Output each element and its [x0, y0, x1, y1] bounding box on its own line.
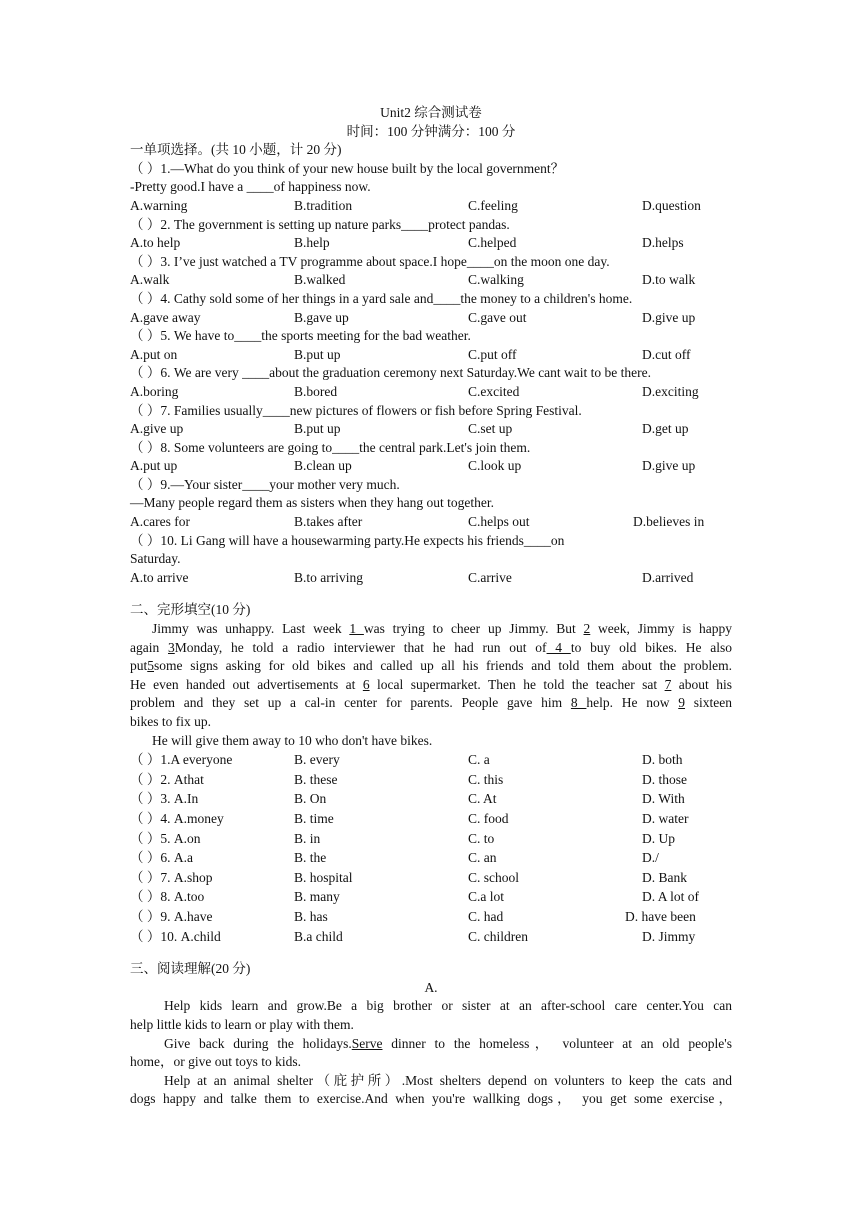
option-a: A.walk [130, 272, 170, 288]
cloze-question-row [130, 809, 732, 829]
cloze-option-c: C. had [468, 908, 504, 924]
option-c: C.feeling [468, 197, 518, 213]
cloze-option-b: B. these [294, 771, 338, 787]
blank-2: 2 [583, 621, 591, 637]
cloze-option-c: C. children [468, 928, 528, 944]
question-text: （ ）5. We have to____the sports meeting for the bad weather. [130, 328, 471, 344]
option-d: D.exciting [642, 383, 699, 399]
passage-line: He will give them away to 10 who don't have bikes. [152, 732, 433, 748]
cloze-question-row [130, 789, 732, 809]
cloze-option-b: B. has [294, 908, 328, 924]
cloze-option-b: B. many [294, 889, 340, 905]
cloze-question-row [130, 868, 732, 888]
question-text: （ ）2. The government is setting up nature parks____protect pandas. [130, 216, 510, 232]
cloze-option-b: B. time [294, 810, 334, 826]
cloze-question-row [130, 750, 732, 770]
option-a: A.to help [130, 235, 181, 251]
cloze-option-c: C. to [468, 830, 495, 846]
cloze-option-c: C. At [468, 791, 497, 807]
cloze-option-c: C. food [468, 810, 509, 826]
cloze-question-row [130, 907, 732, 927]
options-row [130, 513, 732, 532]
option-d: D.helps [642, 235, 684, 251]
cloze-option-d: D. both [642, 752, 683, 768]
cloze-option-d: D. Jimmy [642, 928, 696, 944]
cloze-option-c: C. school [468, 869, 520, 885]
cloze-questions [130, 750, 732, 946]
cloze-option-d: D./ [642, 850, 659, 866]
cloze-option-c: C. a [468, 752, 490, 768]
option-c: C.gave out [468, 309, 527, 325]
option-d: D.give up [642, 458, 696, 474]
options-row [130, 346, 732, 365]
reading-line: Help at an animal shelter（庇护所）.Most shelters depend on volunters to keep the cats and [164, 1072, 732, 1088]
question-text: （ ）4. Cathy sold some of her things in a yard sale and____the money to a children's home. [130, 290, 633, 306]
option-a: A.to arrive [130, 569, 189, 585]
question-text: （ ）6. We are very ____about the graduation ceremony next Saturday.We cant wait to be there. [130, 365, 652, 381]
cloze-option-d: D. water [642, 810, 689, 826]
question-text: （ ）8. Some volunteers are going to____the central park.Let's join them. [130, 439, 531, 455]
reading-part-label: A. [424, 979, 438, 995]
cloze-question-row [130, 770, 732, 790]
cloze-option-num: （ ）10. A.child [130, 928, 221, 944]
cloze-option-d: D. A lot of [642, 889, 700, 905]
cloze-option-num: （ ）6. A.a [130, 850, 193, 866]
option-d: D.believes in [633, 514, 705, 530]
cloze-option-b: B.a child [294, 928, 343, 944]
question-text: （ ）9.—Your sister____your mother very much. [130, 476, 400, 492]
option-b: B.help [294, 235, 330, 251]
options-row [130, 271, 732, 290]
section2-heading: 二、完形填空(10 分) [130, 602, 251, 618]
option-c: C.arrive [468, 569, 512, 585]
options-row [130, 234, 732, 253]
option-a: A.warning [130, 197, 188, 213]
cloze-option-b: B. in [294, 830, 321, 846]
question-text: —Many people regard them as sisters when they hang out together. [130, 495, 495, 511]
blank-7: 7 [664, 676, 672, 692]
option-a: A.put on [130, 346, 178, 362]
exam-page [130, 104, 732, 1109]
blank-5: 5 [147, 658, 155, 674]
question-text: -Pretty good.I have a ____of happiness now. [130, 179, 371, 195]
question-text: （ ）7. Families usually____new pictures of flowers or fish before Spring Festival. [130, 402, 582, 418]
option-a: A.gave away [130, 309, 201, 325]
option-b: B.put up [294, 346, 341, 362]
option-b: B.to arriving [294, 569, 363, 585]
question-text: （ ）1.—What do you think of your new house built by the local government？ [130, 160, 565, 176]
reading-line: dogs happy and talke them to exercise.And when you're wallking dogs， you get some exercise， [130, 1091, 732, 1107]
section1-questions [130, 160, 732, 588]
blank-9: 9 [678, 695, 686, 711]
cloze-option-d: D. those [642, 771, 687, 787]
reading-line: home，or give out toys to kids. [130, 1054, 301, 1070]
cloze-option-c: C.a lot [468, 889, 504, 905]
cloze-option-b: B. the [294, 850, 327, 866]
cloze-passage [130, 620, 732, 750]
cloze-option-d: D. have been [625, 908, 696, 924]
cloze-option-num: （ ）3. A.In [130, 791, 199, 807]
cloze-question-row [130, 927, 732, 947]
option-d: D.give up [642, 309, 696, 325]
passage-line: bikes to fix up. [130, 714, 211, 729]
cloze-option-d: D. Bank [642, 869, 687, 885]
cloze-question-row [130, 829, 732, 849]
cloze-option-num: （ ）8. A.too [130, 889, 205, 905]
options-row [130, 420, 732, 439]
cloze-option-b: B. On [294, 791, 327, 807]
exam-subtitle: 时间：100 分钟满分：100 分 [346, 123, 516, 139]
cloze-option-d: D. With [642, 791, 685, 807]
cloze-question-row [130, 848, 732, 868]
passage-line: Jimmy was unhappy. Last week 1 was trying to cheer up Jimmy. But 2 week, Jimmy is happy [152, 621, 732, 637]
cloze-option-num: （ ）1.A everyone [130, 752, 233, 768]
reading-line: help little kids to learn or play with them. [130, 1016, 354, 1032]
section3-heading: 三、阅读理解(20 分) [130, 961, 251, 977]
option-b: B.walked [294, 272, 346, 288]
option-b: B.clean up [294, 458, 352, 474]
option-d: D.to walk [642, 272, 696, 288]
option-b: B.takes after [294, 514, 363, 530]
cloze-option-num: （ ）4. A.money [130, 810, 224, 826]
blank-1: 1 [349, 621, 364, 637]
blank-3: 3 [168, 639, 175, 655]
option-c: C.put off [468, 346, 517, 362]
option-c: C.set up [468, 421, 513, 437]
reading-line: Give back during the holidays.Serve dinner to the homeless， volunteer at an old people's [164, 1035, 732, 1051]
blank-4: 4 [546, 639, 571, 655]
blank-8: 8 [570, 695, 587, 711]
option-b: B.bored [294, 383, 338, 399]
option-c: C.excited [468, 383, 520, 399]
option-d: D.get up [642, 421, 689, 437]
option-a: A.cares for [130, 514, 190, 530]
options-row [130, 569, 732, 588]
option-b: B.tradition [294, 197, 353, 213]
cloze-option-num: （ ）9. A.have [130, 908, 213, 924]
options-row [130, 383, 732, 402]
cloze-option-num: （ ）7. A.shop [130, 869, 213, 885]
cloze-option-c: C. this [468, 771, 504, 787]
option-d: D.arrived [642, 569, 694, 585]
cloze-question-row [130, 887, 732, 907]
reading-line: Help kids learn and grow.Be a big brother or sister at an after-school care center.You can [164, 998, 732, 1014]
passage-line: problem and they set up a cal-in center for parents. People gave him 8 help. He now 9 sixteen [130, 695, 732, 711]
options-row [130, 197, 732, 216]
exam-title: Unit2 综合测试卷 [380, 105, 482, 120]
passage-line: put5some signs asking for old bikes and called up all his friends and told them about the problem. [130, 658, 732, 674]
option-c: C.walking [468, 272, 524, 288]
section1-heading: 一单项选择。(共 10 小题，计 20 分) [130, 142, 342, 158]
option-c: C.helped [468, 235, 517, 251]
question-text: （ ）10. Li Gang will have a housewarming party.He expects his friends____on [130, 532, 565, 548]
option-a: A.boring [130, 383, 179, 399]
options-row [130, 309, 732, 328]
option-b: B.gave up [294, 309, 349, 325]
cloze-option-num: （ ）2. Athat [130, 771, 204, 787]
cloze-option-d: D. Up [642, 830, 675, 846]
question-text: （ ）3. I’ve just watched a TV programme about space.I hope____on the moon one day. [130, 253, 610, 269]
blank-6: 6 [362, 676, 370, 692]
cloze-option-b: B. hospital [294, 869, 353, 885]
question-text: Saturday. [130, 551, 181, 567]
option-a: A.give up [130, 421, 184, 437]
option-d: D.question [642, 197, 701, 213]
passage-line: He even handed out advertisements at 6 local supermarket. Then he told the teacher sat 7 about his [130, 676, 732, 692]
options-row [130, 457, 732, 476]
option-c: C.helps out [468, 514, 530, 530]
passage-line: again 3Monday, he told a radio interviewer that he had run out of 4 to buy old bikes. He also [130, 639, 732, 655]
cloze-option-b: B. every [294, 752, 340, 768]
option-b: B.put up [294, 421, 341, 437]
cloze-option-num: （ ）5. A.on [130, 830, 201, 846]
underlined-word: Serve [351, 1035, 383, 1051]
option-a: A.put up [130, 458, 178, 474]
cloze-option-c: C. an [468, 850, 497, 866]
option-d: D.cut off [642, 346, 691, 362]
option-c: C.look up [468, 458, 522, 474]
